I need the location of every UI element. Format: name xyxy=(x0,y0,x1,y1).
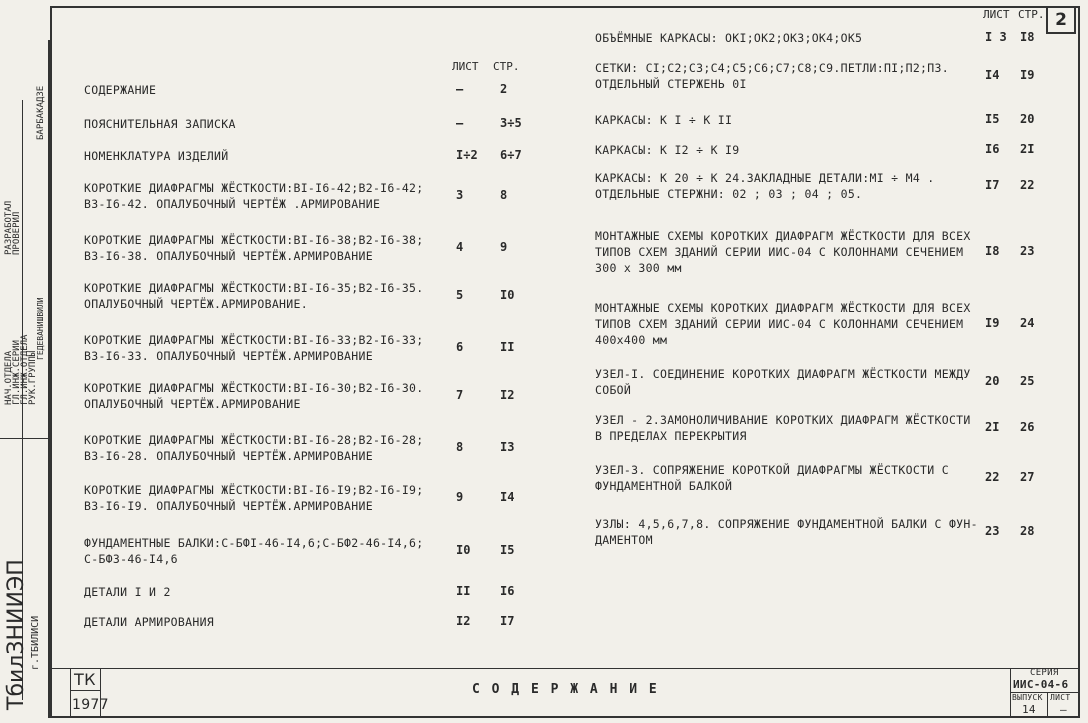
right-col-sheet-header: ЛИСТ xyxy=(983,8,1010,21)
contents-title: ОПАЛУБОЧНЫЙ ЧЕРТЁЖ.АРМИРОВАНИЕ. xyxy=(84,297,308,311)
contents-title: НОМЕНКЛАТУРА ИЗДЕЛИЙ xyxy=(84,149,229,163)
sheet-label: ЛИСТ xyxy=(1050,693,1071,702)
contents-title: КАРКАСЫ: К 20 ÷ К 24.ЗАКЛАДНЫЕ ДЕТАЛИ:МI ÷ М4 . xyxy=(595,171,935,185)
stamp-year: 1977 xyxy=(72,697,109,713)
contents-title: ФУНДАМЕНТНЫЕ БАЛКИ:С-БФI-46-I4,6;С-БФ2-46-I4,6; xyxy=(84,536,424,550)
contents-page: 3÷5 xyxy=(500,116,522,130)
contents-title: УЗЕЛ-I. СОЕДИНЕНИЕ КОРОТКИХ ДИАФРАГМ ЖЁСТКОСТИ МЕЖДУ xyxy=(595,367,971,381)
contents-title: ФУНДАМЕНТНОЙ БАЛКОЙ xyxy=(595,479,733,493)
contents-title: B3-I6-I9. ОПАЛУБОЧНЫЙ ЧЕРТЁЖ.АРМИРОВАНИЕ xyxy=(84,499,373,513)
issue-value: 14 xyxy=(1022,703,1036,716)
contents-sheet: I7 xyxy=(985,178,1000,192)
contents-sheet: I9 xyxy=(985,316,1000,330)
contents-page: 26 xyxy=(1020,420,1035,434)
contents-sheet: II xyxy=(456,584,471,598)
side-role: ГЛ.ИНЖ.ОТДЕЛА xyxy=(20,334,30,405)
side-role: ГЛ.ИНЖ.СЕРИИ xyxy=(12,339,22,405)
contents-page: I7 xyxy=(500,614,515,628)
side-org: ТбилЗНИИЭП xyxy=(4,559,29,710)
contents-title: УЗЕЛ - 2.ЗАМОНОЛИЧИВАНИЕ КОРОТКИХ ДИАФРАГМ ЖЁСТКОСТИ xyxy=(595,413,971,427)
contents-title: В ПРЕДЕЛАХ ПЕРЕКРЫТИЯ xyxy=(595,429,747,443)
contents-page: I2 xyxy=(500,388,515,402)
side-stamp xyxy=(0,40,50,718)
contents-sheet: I 3 xyxy=(985,30,1007,44)
side-role: ПРОВЕРИЛ xyxy=(12,211,22,255)
contents-title: КАРКАСЫ: К I2 ÷ К I9 xyxy=(595,143,740,157)
contents-sheet: I6 xyxy=(985,142,1000,156)
contents-title: ДАМЕНТОМ xyxy=(595,533,653,547)
contents-title: КОРОТКИЕ ДИАФРАГМЫ ЖЁСТКОСТИ:BI-I6-42;B2-I6-42; xyxy=(84,181,424,195)
contents-title: ДЕТАЛИ АРМИРОВАНИЯ xyxy=(84,615,215,629)
contents-title: КОРОТКИЕ ДИАФРАГМЫ ЖЁСТКОСТИ:BI-I6-35;B2-I6-35. xyxy=(84,281,424,295)
contents-sheet: 20 xyxy=(985,374,1000,388)
contents-title: СОБОЙ xyxy=(595,383,632,397)
contents-title: КОРОТКИЕ ДИАФРАГМЫ ЖЁСТКОСТИ:BI-I6-28;B2-I6-28; xyxy=(84,433,424,447)
contents-page: I5 xyxy=(500,543,515,557)
contents-title: B3-I6-42. ОПАЛУБОЧНЫЙ ЧЕРТЁЖ .АРМИРОВАНИЕ xyxy=(84,197,381,211)
contents-title: МОНТАЖНЫЕ СХЕМЫ КОРОТКИХ ДИАФРАГМ ЖЁСТКОСТИ ДЛЯ ВСЕХ xyxy=(595,229,971,243)
contents-sheet: 9 xyxy=(456,490,464,504)
contents-title: СЕТКИ: СI;С2;С3;С4;С5;С6;С7;С8;С9.ПЕТЛИ:ПI;П2;П3. xyxy=(595,61,949,75)
contents-title: УЗЕЛ-3. СОПРЯЖЕНИЕ КОРОТКОЙ ДИАФРАГМЫ ЖЁСТКОСТИ С xyxy=(595,463,949,477)
contents-sheet: I8 xyxy=(985,244,1000,258)
contents-title: ОПАЛУБОЧНЫЙ ЧЕРТЁЖ.АРМИРОВАНИЕ xyxy=(84,397,301,411)
contents-title: 400x400 мм xyxy=(595,333,668,347)
contents-title: ТИПОВ СХЕМ ЗДАНИЙ СЕРИИ ИИС-04 С КОЛОННАМИ СЕЧЕНИЕМ xyxy=(595,245,964,259)
side-role: РАЗРАБОТАЛ xyxy=(4,200,14,255)
contents-title: МОНТАЖНЫЕ СХЕМЫ КОРОТКИХ ДИАФРАГМ ЖЁСТКОСТИ ДЛЯ ВСЕХ xyxy=(595,301,971,315)
contents-page: 2 xyxy=(500,82,508,96)
contents-sheet: I÷2 xyxy=(456,148,478,162)
contents-page: 6÷7 xyxy=(500,148,522,162)
contents-title: ДЕТАЛИ I И 2 xyxy=(84,585,171,599)
contents-title: СОДЕРЖАНИЕ xyxy=(84,83,157,97)
contents-page: 20 xyxy=(1020,112,1035,126)
contents-page: I6 xyxy=(500,584,515,598)
contents-sheet: 3 xyxy=(456,188,464,202)
contents-sheet: 2I xyxy=(985,420,1000,434)
contents-page: II xyxy=(500,340,515,354)
contents-sheet: 8 xyxy=(456,440,464,454)
contents-title: КОРОТКИЕ ДИАФРАГМЫ ЖЁСТКОСТИ:BI-I6-33;B2-I6-33; xyxy=(84,333,424,347)
contents-sheet: I5 xyxy=(985,112,1000,126)
contents-title: УЗЛЫ: 4,5,6,7,8. СОПРЯЖЕНИЕ ФУНДАМЕНТНОЙ БАЛКИ С ФУН- xyxy=(595,517,978,531)
contents-page: 28 xyxy=(1020,524,1035,538)
right-col-page-header: СТР. xyxy=(1018,8,1045,21)
issue-label: ВЫПУСК xyxy=(1012,693,1043,702)
contents-title: B3-I6-38. ОПАЛУБОЧНЫЙ ЧЕРТЁЖ.АРМИРОВАНИЕ xyxy=(84,249,373,263)
contents-title: С-БФ3-46-I4,6 xyxy=(84,552,178,566)
side-name: ГЕДЕВАНИШВИЛИ xyxy=(36,297,45,360)
contents-title: 300 x 300 мм xyxy=(595,261,682,275)
contents-page: 27 xyxy=(1020,470,1035,484)
contents-page: 25 xyxy=(1020,374,1035,388)
left-col-page-header: СТР. xyxy=(493,60,520,73)
contents-page: 2I xyxy=(1020,142,1035,156)
contents-sheet: – xyxy=(456,82,464,96)
contents-page: I8 xyxy=(1020,30,1035,44)
series-value: ИИС-04-6 xyxy=(1013,678,1069,691)
contents-page: 24 xyxy=(1020,316,1035,330)
page-number: 2 xyxy=(1046,6,1076,34)
contents-title: КОРОТКИЕ ДИАФРАГМЫ ЖЁСТКОСТИ:BI-I6-30;B2-I6-30. xyxy=(84,381,424,395)
contents-title: КАРКАСЫ: К I ÷ К II xyxy=(595,113,733,127)
sheet-value: – xyxy=(1060,703,1067,716)
contents-sheet: – xyxy=(456,116,464,130)
contents-title: B3-I6-33. ОПАЛУБОЧНЫЙ ЧЕРТЁЖ.АРМИРОВАНИЕ xyxy=(84,349,373,363)
contents-title: ОБЪЁМНЫЕ КАРКАСЫ: ОКI;ОК2;ОК3;ОК4;ОК5 xyxy=(595,31,863,45)
contents-sheet: 5 xyxy=(456,288,464,302)
contents-sheet: I4 xyxy=(985,68,1000,82)
contents-page: 22 xyxy=(1020,178,1035,192)
contents-sheet: 6 xyxy=(456,340,464,354)
side-city: г.ТБИЛИСИ xyxy=(30,615,41,670)
side-role: НАЧ.ОТДЕЛА xyxy=(4,350,14,405)
series-label: СЕРИЯ xyxy=(1030,668,1059,678)
contents-page: 9 xyxy=(500,240,508,254)
contents-title: ОТДЕЛЬНЫЕ СТЕРЖНИ: 02 ; 03 ; 04 ; 05. xyxy=(595,187,863,201)
contents-title: ТИПОВ СХЕМ ЗДАНИЙ СЕРИИ ИИС-04 С КОЛОННАМИ СЕЧЕНИЕМ xyxy=(595,317,964,331)
contents-page: 23 xyxy=(1020,244,1035,258)
side-role: РУК.ГРУППЫ xyxy=(28,350,38,405)
contents-title: ПОЯСНИТЕЛЬНАЯ ЗАПИСКА xyxy=(84,117,236,131)
stamp-tk: ТК xyxy=(74,670,96,689)
contents-sheet: 4 xyxy=(456,240,464,254)
contents-page: I0 xyxy=(500,288,515,302)
left-col-sheet-header: ЛИСТ xyxy=(452,60,479,73)
side-name: БАРБАКАДЗЕ xyxy=(36,85,46,140)
contents-sheet: 22 xyxy=(985,470,1000,484)
contents-sheet: 7 xyxy=(456,388,464,402)
contents-sheet: 23 xyxy=(985,524,1000,538)
contents-page: I3 xyxy=(500,440,515,454)
contents-title: КОРОТКИЕ ДИАФРАГМЫ ЖЁСТКОСТИ:BI-I6-38;B2-I6-38; xyxy=(84,233,424,247)
contents-sheet: I2 xyxy=(456,614,471,628)
contents-page: 8 xyxy=(500,188,508,202)
contents-title: B3-I6-28. ОПАЛУБОЧНЫЙ ЧЕРТЁЖ.АРМИРОВАНИЕ xyxy=(84,449,373,463)
contents-page: I4 xyxy=(500,490,515,504)
contents-page: I9 xyxy=(1020,68,1035,82)
contents-sheet: I0 xyxy=(456,543,471,557)
contents-title: ОТДЕЛЬНЫЙ СТЕРЖЕНЬ 0I xyxy=(595,77,747,91)
footer-title: С О Д Е Р Ж А Н И Е xyxy=(472,682,659,697)
contents-title: КОРОТКИЕ ДИАФРАГМЫ ЖЁСТКОСТИ:BI-I6-I9;B2-I6-I9; xyxy=(84,483,424,497)
